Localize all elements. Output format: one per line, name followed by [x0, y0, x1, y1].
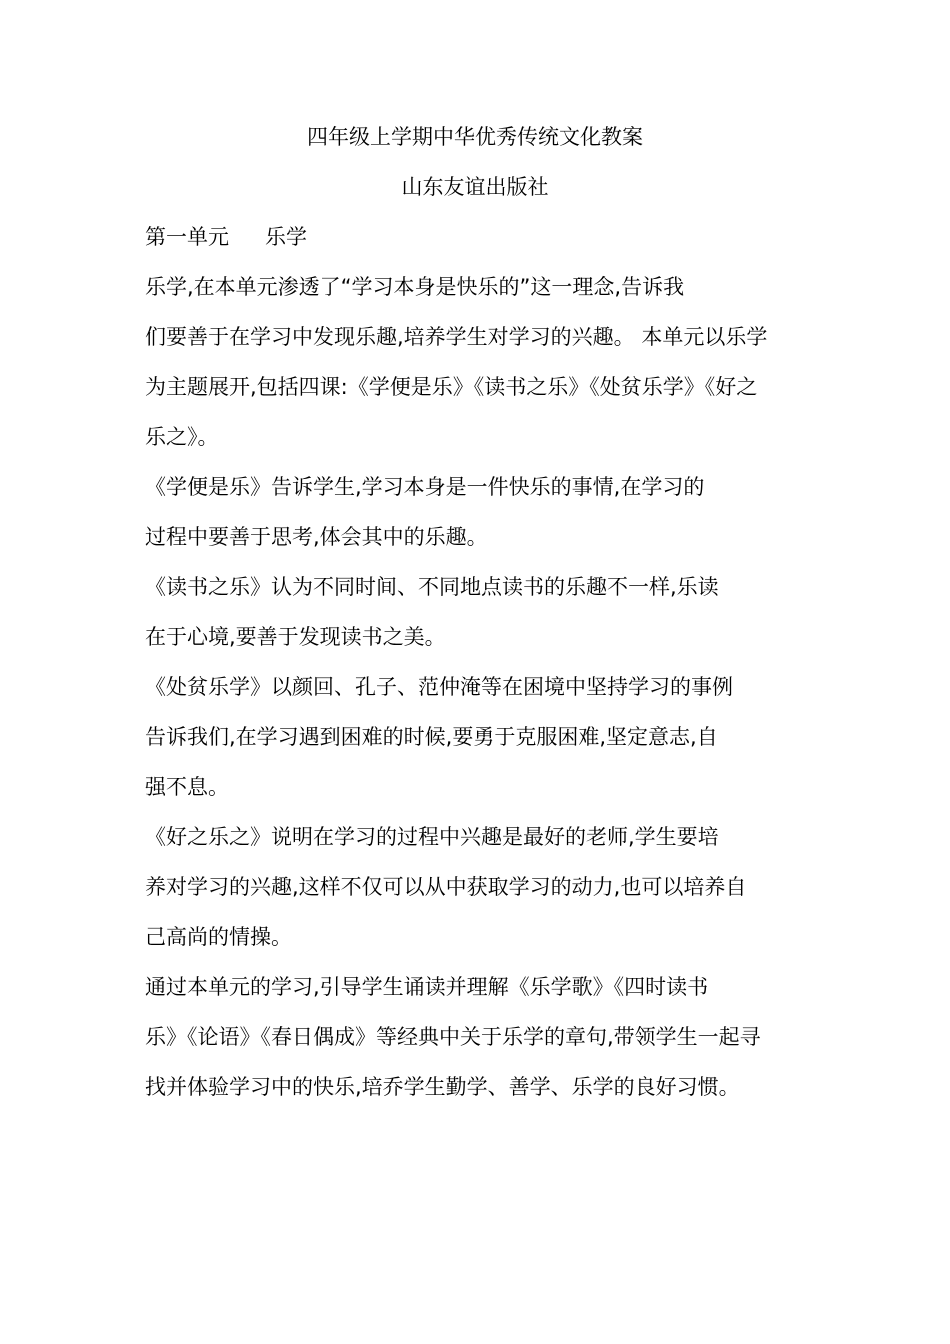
body-line: 强不息。 [145, 775, 229, 799]
body-line: 过程中要善于思考,体会其中的乐趣。 [145, 525, 488, 549]
body-line: 养对学习的兴趣,这样不仅可以从中获取学习的动力,也可以培养自 [145, 875, 747, 899]
body-line: 《好之乐之》说明在学习的过程中兴趣是最好的老师,学生要培 [145, 825, 719, 849]
body-line: 《学便是乐》告诉学生,学习本身是一件快乐的事情,在学习的 [145, 475, 705, 499]
publisher-name: 山东友谊出版社 [401, 175, 549, 199]
body-line: 《读书之乐》认为不同时间、不同地点读书的乐趣不一样,乐读 [145, 575, 719, 599]
unit-number: 第一单元 [145, 225, 229, 249]
unit-heading [145, 222, 307, 252]
body-line: 告诉我们,在学习遇到困难的时候,要勇于克服困难,坚定意志,自 [145, 725, 718, 749]
body-line: 乐之》。 [145, 425, 219, 449]
body-line: 们要善于在学习中发现乐趣,培养学生对学习的兴趣。 本单元以乐学 [145, 325, 768, 349]
body-line: 己高尚的情操。 [145, 925, 292, 949]
body-line: 通过本单元的学习,引导学生诵读并理解《乐学歌》《四时读书 [145, 975, 709, 999]
body-line: 找并体验学习中的快乐,培乔学生勤学、善学、乐学的良好习惯。 [145, 1075, 740, 1099]
body-line: 乐》《论语》《春日偶成》等经典中关于乐学的章句,带领学生一起寻 [145, 1025, 761, 1049]
unit-name: 乐学 [265, 225, 307, 249]
document-title: 四年级上学期中华优秀传统文化教案 [307, 125, 643, 149]
body-line: 乐学,在本单元渗透了“学习本身是快乐的”这一理念,告诉我 [145, 275, 685, 299]
body-line: 为主题展开,包括四课:《学便是乐》《读书之乐》《处贫乐学》《好之 [145, 375, 758, 399]
body-line: 《处贫乐学》以颜回、孔子、范仲淹等在困境中坚持学习的事例 [145, 675, 733, 699]
body-line: 在于心境,要善于发现读书之美。 [145, 625, 446, 649]
